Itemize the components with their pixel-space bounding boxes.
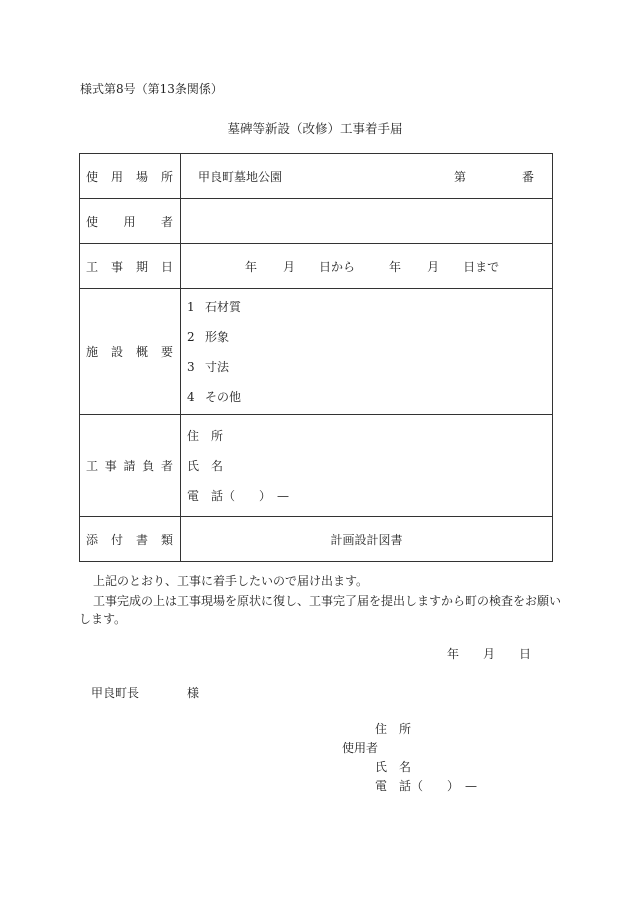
statement-paragraph-3: します。 xyxy=(79,612,127,626)
plot-dai: 第 xyxy=(454,169,467,184)
overview-item: 3 寸法 xyxy=(187,359,230,374)
period-end-day: 日まで xyxy=(463,259,500,274)
overview-item: 4 その他 xyxy=(187,389,242,404)
row-overview xyxy=(80,289,553,415)
row-user xyxy=(80,199,553,244)
label-attachments: 添 付 書 類 xyxy=(80,517,181,562)
location-value: 甲良町墓地公園 xyxy=(198,169,283,184)
plot-ban: 番 xyxy=(522,169,535,184)
row-location xyxy=(80,154,553,199)
row-period xyxy=(80,244,553,289)
row-contractor xyxy=(80,415,553,517)
overview-item: 1 石材質 xyxy=(187,299,242,314)
statement-paragraph-2: 工事完成の上は工事現場を原状に復し、工事完了届を提出しますから町の検査をお願い xyxy=(93,594,562,608)
period-field[interactable] xyxy=(181,244,553,289)
period-start-year: 年 xyxy=(245,259,258,274)
application-form-table xyxy=(79,153,553,562)
attachments-value: 計画設計図書 xyxy=(181,517,553,562)
contractor-field[interactable] xyxy=(181,415,553,517)
form-number: 様式第8号（第13条関係） xyxy=(80,82,223,96)
applicant-address[interactable]: 住 所 xyxy=(375,722,412,736)
addressee: 甲良町長 様 xyxy=(91,686,200,700)
row-attachments xyxy=(80,517,553,562)
contractor-address: 住 所 xyxy=(187,428,224,443)
contractor-phone: 電 話（ ） — xyxy=(187,488,290,503)
period-end-year: 年 xyxy=(389,259,402,274)
label-period: 工 事 期 日 xyxy=(80,244,181,289)
period-start-month: 月 xyxy=(283,259,296,274)
period-start-day: 日から xyxy=(319,259,356,274)
statement-paragraph-1: 上記のとおり、工事に着手したいので届け出ます。 xyxy=(93,574,369,588)
contractor-name: 氏 名 xyxy=(187,458,224,473)
submission-date[interactable]: 年 月 日 xyxy=(447,647,532,661)
document-title: 墓碑等新設（改修）工事着手届 xyxy=(227,121,403,136)
location-cell[interactable] xyxy=(181,154,553,199)
overview-item: 2 形象 xyxy=(187,329,230,344)
label-user: 使 用 者 xyxy=(80,199,181,244)
period-end-month: 月 xyxy=(427,259,440,274)
applicant-phone[interactable]: 電 話（ ） — xyxy=(375,779,478,793)
label-location: 使 用 場 所 xyxy=(80,154,181,199)
applicant-role: 使用者 xyxy=(342,741,379,755)
overview-field[interactable] xyxy=(181,289,553,415)
user-field[interactable] xyxy=(181,199,553,244)
label-contractor: 工 事 請 負 者 xyxy=(80,415,181,517)
label-overview: 施 設 概 要 xyxy=(80,289,181,415)
applicant-name[interactable]: 氏 名 xyxy=(375,760,412,774)
